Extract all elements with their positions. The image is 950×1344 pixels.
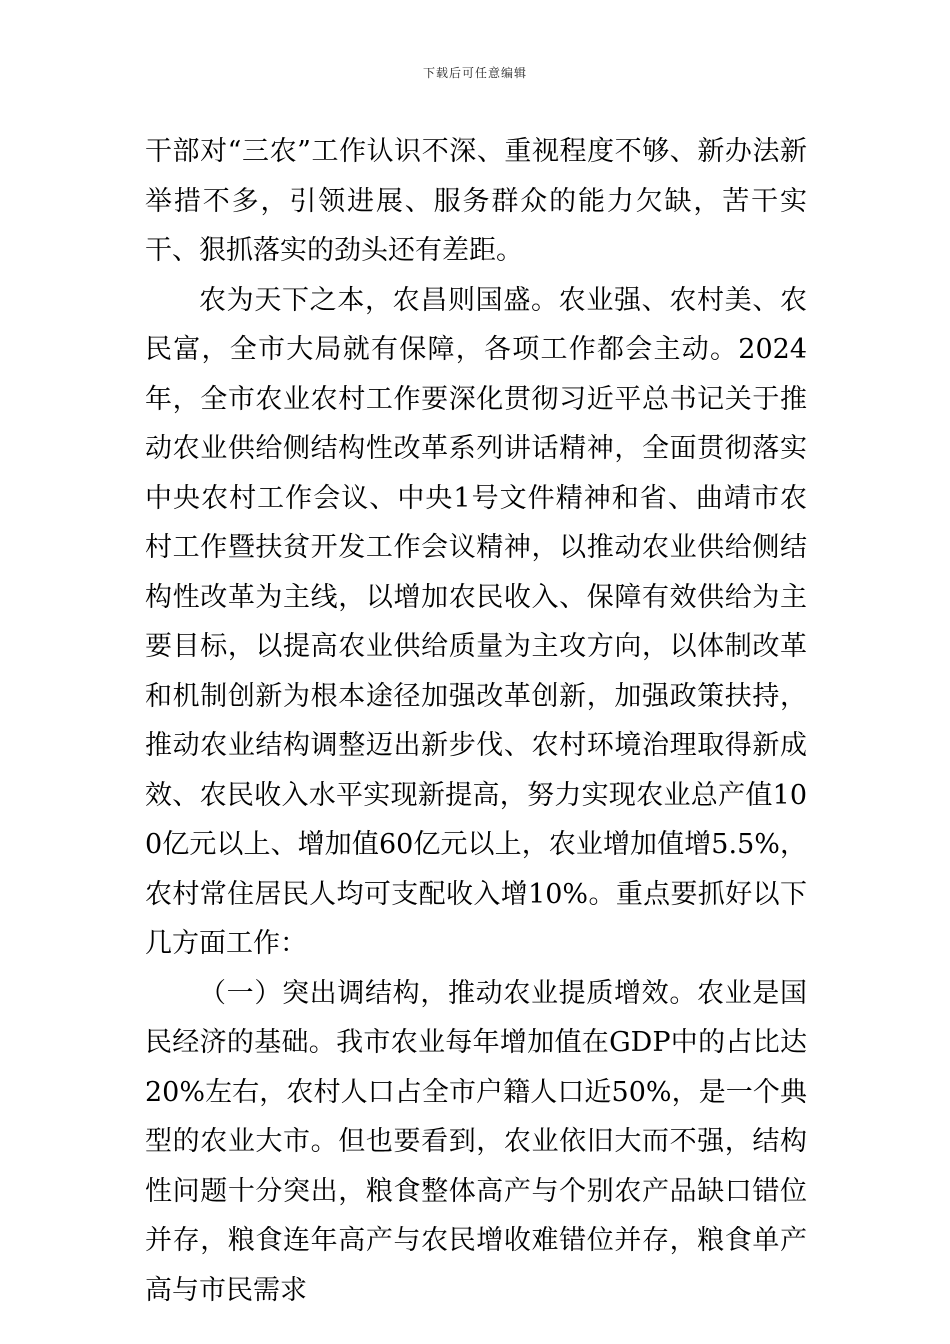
paragraph-overview: 农为天下之本，农昌则国盛。农业强、农村美、农民富，全市大局就有保障，各项工作都会主动。2024年，全市农业农村工作要深化贯彻习近平总书记关于推动农业供给侧结构性改革系列讲话精神，全面贯彻落实中央农村工作会议、中央1号文件精神和省、曲靖市农村工作暨扶贫开发工作会议精神，以推动农业供给侧结构性改革为主线，以增加农民收入、保障有效供给为主要目标，以提高农业供给质量为主攻方向，以体制改革和机制创新为根本途径加强改革创新，加强政策扶持，推动农业结构调整迈出新步伐、农村环境治理取得新成效、农民收入水平实现新提高，努力实现农业总产值100亿元以上、增加值60亿元以上，农业增加值增5.5%，农村常住居民人均可支配收入增10%。重点要抓好以下几方面工作： (145, 284, 807, 959)
document-body (145, 127, 807, 1315)
paragraph-section-one: （一）突出调结构，推动农业提质增效。农业是国民经济的基础。我市农业每年增加值在GDP中的占比达20%左右，农村人口占全市户籍人口近50%，是一个典型的农业大市。但也要看到，农业依旧大而不强，结构性问题十分突出，粮食整体高产与个别农产品缺口错位并存，粮食连年高产与农民增收难错位并存，粮食单产高与市民需求 (145, 977, 807, 1306)
paragraph-continuation: 干部对“三农”工作认识不深、重视程度不够、新办法新举措不多，引领进展、服务群众的能力欠缺，苦干实干、狠抓落实的劲头还有差距。 (145, 136, 807, 266)
page-header: 下载后可任意编辑 (422, 66, 527, 80)
